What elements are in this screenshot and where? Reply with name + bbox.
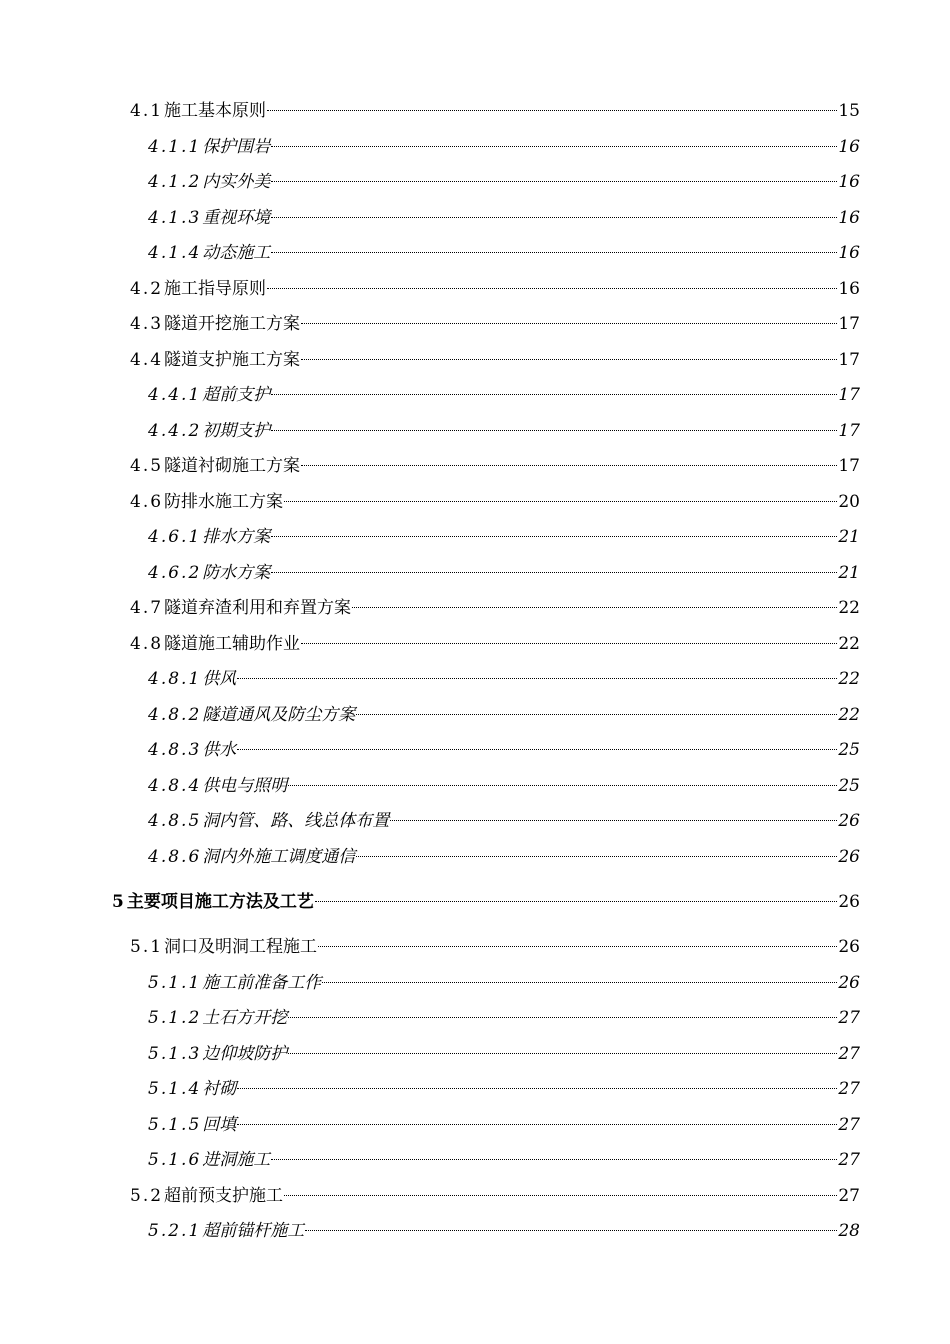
toc-page: 21 [838, 563, 860, 583]
toc-page: 15 [838, 101, 860, 121]
toc-entry[interactable] [130, 490, 860, 514]
toc-number: 4.8.5 [148, 811, 202, 831]
toc-title: 排水方案 [202, 527, 271, 547]
dot-leader [318, 946, 837, 947]
toc-page: 16 [838, 137, 860, 157]
toc-number: 4.8.6 [148, 847, 202, 867]
toc-entry[interactable] [130, 99, 860, 123]
dot-leader [315, 901, 838, 902]
toc-title: 隧道通风及防尘方案 [202, 705, 356, 725]
toc-number: 4.5 [130, 456, 164, 476]
toc-number: 5.1.4 [148, 1079, 202, 1099]
toc-page: 26 [838, 892, 860, 912]
toc-entry[interactable] [130, 454, 860, 478]
toc-entry[interactable] [148, 170, 860, 194]
toc-page: 25 [838, 740, 860, 760]
toc-number: 4.1.3 [148, 208, 202, 228]
toc-page: 27 [838, 1008, 860, 1028]
toc-title: 隧道施工辅助作业 [164, 634, 301, 654]
toc-entry[interactable] [148, 1113, 860, 1137]
toc-page: 27 [838, 1044, 860, 1064]
toc-title: 保护围岩 [202, 137, 271, 157]
toc-page: 22 [838, 598, 860, 618]
toc-entry[interactable] [148, 383, 860, 407]
toc-number: 5.1.5 [148, 1115, 202, 1135]
toc-number: 4.6.2 [148, 563, 202, 583]
toc-title: 进洞施工 [202, 1150, 271, 1170]
toc-title: 施工指导原则 [164, 279, 267, 299]
toc-entry[interactable] [148, 667, 860, 691]
toc-entry[interactable] [148, 738, 860, 762]
toc-title: 施工基本原则 [164, 101, 267, 121]
dot-leader [288, 1017, 837, 1018]
dot-leader [284, 1195, 837, 1196]
toc-number: 5.1.2 [148, 1008, 202, 1028]
toc-number: 4.1.4 [148, 243, 202, 263]
toc-entry[interactable] [130, 277, 860, 301]
dot-leader [271, 536, 837, 537]
dot-leader [237, 1124, 837, 1125]
toc-title: 洞口及明洞工程施工 [164, 937, 318, 957]
toc-page: 17 [838, 314, 860, 334]
toc-page: 22 [838, 705, 860, 725]
dot-leader [271, 572, 837, 573]
toc-entry[interactable] [130, 312, 860, 336]
toc-page: 28 [838, 1221, 860, 1241]
toc-page: 27 [838, 1150, 860, 1170]
toc-number: 4.6.1 [148, 527, 202, 547]
dot-leader [301, 643, 837, 644]
dot-leader [356, 714, 837, 715]
toc-number: 4.8.1 [148, 669, 202, 689]
toc-page: 17 [838, 350, 860, 370]
dot-leader [237, 1088, 837, 1089]
dot-leader [301, 323, 837, 324]
toc-number: 4.8.2 [148, 705, 202, 725]
toc-entry[interactable] [130, 1184, 860, 1208]
dot-leader [271, 430, 837, 431]
toc-title: 隧道弃渣利用和弃置方案 [164, 598, 352, 618]
toc-title: 防排水施工方案 [164, 492, 284, 512]
toc-title: 隧道开挖施工方案 [164, 314, 301, 334]
dot-leader [356, 856, 837, 857]
toc-page: 22 [838, 634, 860, 654]
toc-title: 供风 [202, 669, 237, 689]
toc-entry[interactable] [148, 703, 860, 727]
toc-number: 4.1 [130, 101, 164, 121]
toc-entry[interactable] [148, 135, 860, 159]
toc-page: 16 [838, 172, 860, 192]
toc-page: 21 [838, 527, 860, 547]
toc-title: 内实外美 [202, 172, 271, 192]
toc-number: 4.8.3 [148, 740, 202, 760]
toc-page: 20 [838, 492, 860, 512]
toc-page: 26 [838, 811, 860, 831]
toc-title: 回填 [202, 1115, 237, 1135]
toc-number: 4.4.2 [148, 421, 202, 441]
dot-leader [322, 982, 837, 983]
toc-page: 27 [838, 1186, 860, 1206]
dot-leader [267, 288, 837, 289]
toc-page: 16 [838, 208, 860, 228]
toc-number: 5.2.1 [148, 1221, 202, 1241]
toc-number: 5.1 [130, 937, 164, 957]
toc-number: 5.1.1 [148, 973, 202, 993]
dot-leader [288, 785, 837, 786]
dot-leader [305, 1230, 837, 1231]
toc-entry[interactable] [148, 809, 860, 833]
dot-leader [271, 181, 837, 182]
toc-number: 4.1.1 [148, 137, 202, 157]
toc-title: 动态施工 [202, 243, 271, 263]
toc-entry[interactable] [148, 241, 860, 265]
toc-title: 初期支护 [202, 421, 271, 441]
toc-page: 27 [838, 1115, 860, 1135]
toc-title: 土石方开挖 [202, 1008, 288, 1028]
toc-title: 边仰坡防护 [202, 1044, 288, 1064]
toc-number: 4.4 [130, 350, 164, 370]
dot-leader [301, 359, 837, 360]
toc-number: 5.2 [130, 1186, 164, 1206]
toc-entry[interactable] [148, 419, 860, 443]
toc-chapter-entry[interactable] [112, 890, 860, 914]
toc-page: 26 [838, 973, 860, 993]
toc-title: 供水 [202, 740, 237, 760]
dot-leader [237, 678, 837, 679]
toc-number: 5.1.3 [148, 1044, 202, 1064]
toc-entry[interactable] [148, 561, 860, 585]
toc-page: 27 [838, 1079, 860, 1099]
toc-number: 4.4.1 [148, 385, 202, 405]
toc-page: 16 [838, 243, 860, 263]
toc-number: 4.2 [130, 279, 164, 299]
toc-page: 26 [838, 937, 860, 957]
toc-entry[interactable] [130, 348, 860, 372]
toc-page: 26 [838, 847, 860, 867]
dot-leader [271, 146, 837, 147]
dot-leader [288, 1053, 837, 1054]
toc-page: 17 [838, 421, 860, 441]
toc-title: 施工前准备工作 [202, 973, 322, 993]
dot-leader [267, 110, 837, 111]
toc-page: 16 [838, 279, 860, 299]
toc-entry[interactable] [148, 1219, 860, 1243]
toc-entry[interactable] [148, 774, 860, 798]
toc-number: 5 [112, 892, 126, 912]
dot-leader [301, 465, 837, 466]
dot-leader [352, 607, 837, 608]
toc-number: 5.1.6 [148, 1150, 202, 1170]
dot-leader [390, 820, 837, 821]
toc-page: 17 [838, 456, 860, 476]
toc-title: 超前支护 [202, 385, 271, 405]
toc-page: 17 [838, 385, 860, 405]
toc-page: 22 [838, 669, 860, 689]
toc-number: 4.1.2 [148, 172, 202, 192]
toc-entry[interactable] [130, 632, 860, 656]
toc-entry[interactable] [148, 525, 860, 549]
toc-title: 超前锚杆施工 [202, 1221, 305, 1241]
toc-entry[interactable] [148, 1148, 860, 1172]
toc-title: 隧道支护施工方案 [164, 350, 301, 370]
toc-number: 4.3 [130, 314, 164, 334]
dot-leader [271, 252, 837, 253]
toc-title: 防水方案 [202, 563, 271, 583]
toc-number: 4.8.4 [148, 776, 202, 796]
toc-title: 超前预支护施工 [164, 1186, 284, 1206]
toc-number: 4.8 [130, 634, 164, 654]
toc-title: 衬砌 [202, 1079, 237, 1099]
toc-entry[interactable] [148, 845, 860, 869]
toc-title: 供电与照明 [202, 776, 288, 796]
dot-leader [271, 1159, 837, 1160]
dot-leader [271, 217, 837, 218]
toc-title: 洞内管、路、线总体布置 [202, 811, 390, 831]
toc-title: 洞内外施工调度通信 [202, 847, 356, 867]
toc-title: 重视环境 [202, 208, 271, 228]
dot-leader [284, 501, 837, 502]
toc-title: 主要项目施工方法及工艺 [126, 892, 314, 912]
toc-title: 隧道衬砌施工方案 [164, 456, 301, 476]
toc-entry[interactable] [148, 971, 860, 995]
toc-entry[interactable] [148, 1077, 860, 1101]
dot-leader [271, 394, 837, 395]
toc-page: 25 [838, 776, 860, 796]
toc-entry[interactable] [148, 1006, 860, 1030]
toc-entry[interactable] [130, 935, 860, 959]
toc-entry[interactable] [130, 596, 860, 620]
toc-number: 4.6 [130, 492, 164, 512]
dot-leader [237, 749, 837, 750]
toc-entry[interactable] [148, 1042, 860, 1066]
toc-entry[interactable] [148, 206, 860, 230]
toc-number: 4.7 [130, 598, 164, 618]
